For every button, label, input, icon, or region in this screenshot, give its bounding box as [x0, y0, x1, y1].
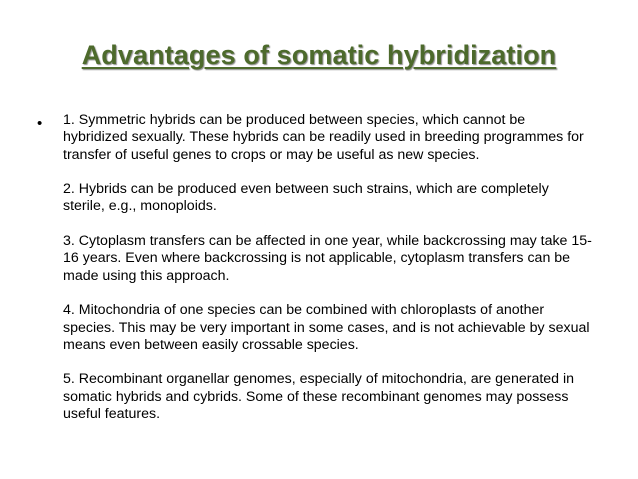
paragraph-2: 2. Hybrids can be produced even between such strains, which are completely sterile, e.g., monoploids. — [63, 181, 549, 215]
paragraph-4: 4. Mitochondria of one species can be combined with chloroplasts of another species. This may be very important in some cases, and is not achievable by sexual means even between easily crossable species. — [63, 302, 590, 353]
paragraph-1: 1. Symmetric hybrids can be produced between species, which cannot be hybridized sexually. These hybrids can be readily used in breeding programmes for transfer of useful genes to crops or may be useful as new species. — [63, 112, 584, 163]
paragraph-3: 3. Cytoplasm transfers can be affected in one year, while backcrossing may take 15- 16 years. Even where backcrossing is not applicable, cytoplasm transfers can be made using this approach. — [63, 233, 592, 284]
slide-title: Advantages of somatic hybridization — [81, 40, 557, 70]
bullet-point: • — [37, 115, 43, 132]
paragraph-5: 5. Recombinant organellar genomes, especially of mitochondria, are generated in somatic hybrids and cybrids. Some of these recombinant genomes may possess useful features. — [63, 371, 575, 423]
slide-body — [63, 112, 603, 441]
